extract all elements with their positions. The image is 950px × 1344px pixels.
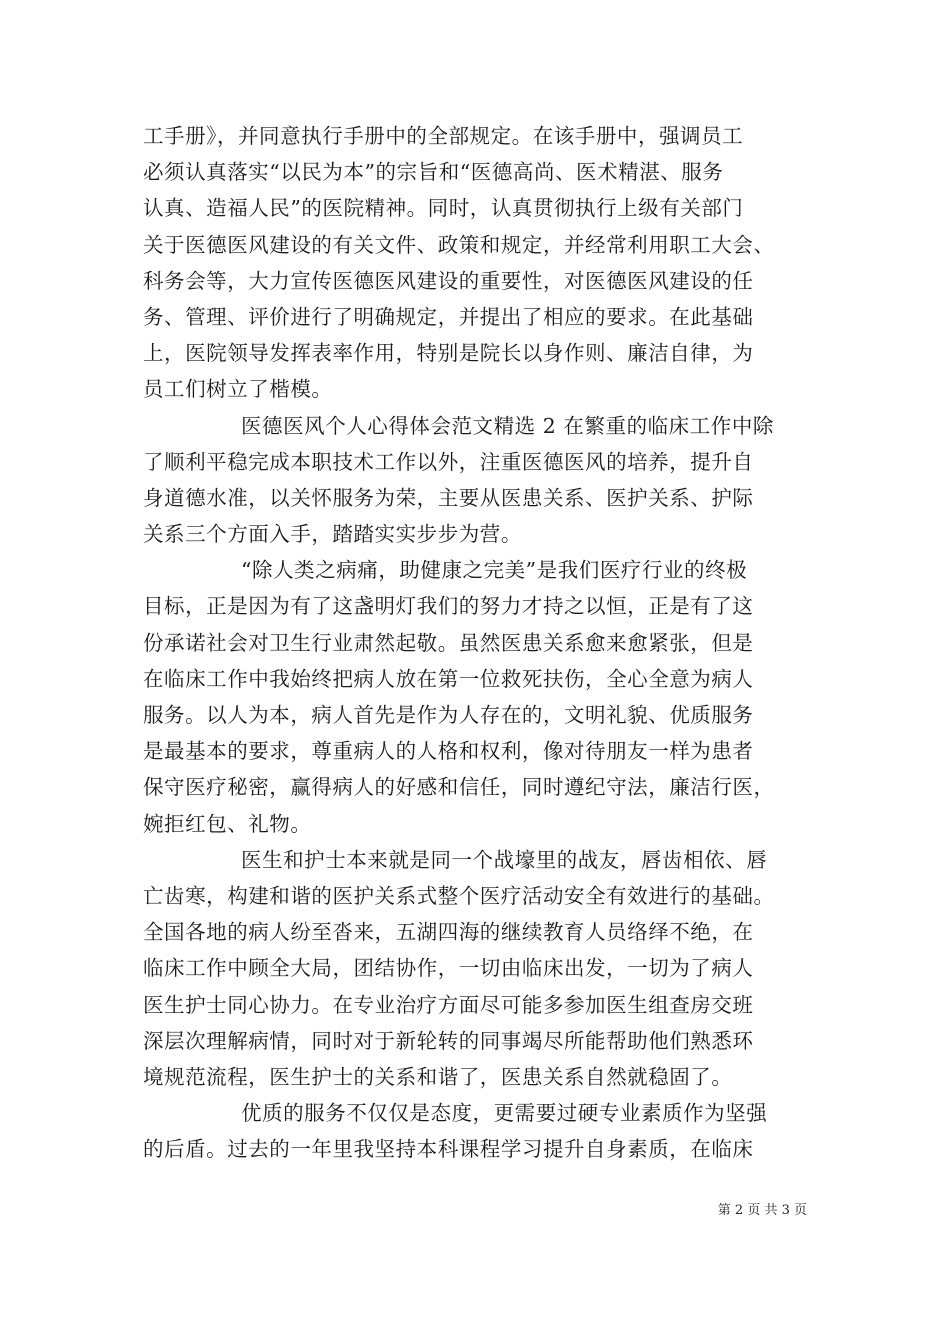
text-line: 医生护士同心协力。在专业治疗方面尽可能多参加医生组查房交班 bbox=[143, 992, 754, 1017]
text-line: “除人类之病痛，助健康之完美”是我们医疗行业的终极 bbox=[241, 558, 748, 583]
text-line: 必须认真落实“以民为本”的宗旨和“医德高尚、医术精湛、服务 bbox=[143, 160, 724, 185]
text-line: 临床工作中顾全大局，团结协作，一切由临床出发，一切为了病人 bbox=[143, 956, 754, 981]
text-line: 关于医德医风建设的有关文件、政策和规定，并经常利用职工大会、 bbox=[143, 232, 775, 257]
text-line: 了顺利平稳完成本职技术工作以外，注重医德医风的培养，提升自 bbox=[143, 449, 754, 474]
text-line: 医生和护士本来就是同一个战壕里的战友，唇齿相依、唇 bbox=[241, 847, 768, 872]
text-line: 关系三个方面入手，踏踏实实步步为营。 bbox=[143, 522, 522, 547]
page-number: 第 2 页 共 3 页 bbox=[717, 1203, 807, 1218]
text-line: 优质的服务不仅仅是态度，更需要过硬专业素质作为坚强 bbox=[241, 1101, 768, 1126]
paragraph bbox=[143, 118, 815, 408]
text-line: 的后盾。过去的一年里我坚持本科课程学习提升自身素质，在临床 bbox=[143, 1137, 754, 1162]
text-line: 深层次理解病情，同时对于新轮转的同事竭尽所能帮助他们熟悉环 bbox=[143, 1028, 754, 1053]
text-line: 上，医院领导发挥表率作用，特别是院长以身作则、廉洁自律，为 bbox=[143, 341, 754, 366]
text-line: 目标，正是因为有了这盏明灯我们的努力才持之以恒，正是有了这 bbox=[143, 594, 754, 619]
text-line: 是最基本的要求，尊重病人的人格和权利，像对待朋友一样为患者 bbox=[143, 739, 754, 764]
paragraph bbox=[143, 552, 815, 842]
text-line: 科务会等，大力宣传医德医风建设的重要性，对医德医风建设的任 bbox=[143, 268, 754, 293]
text-line: 务、管理、评价进行了明确规定，并提出了相应的要求。在此基础 bbox=[143, 304, 754, 329]
paragraph bbox=[143, 1095, 815, 1167]
text-line: 亡齿寒，构建和谐的医护关系式整个医疗活动安全有效进行的基础。 bbox=[143, 883, 775, 908]
text-line: 服务。以人为本，病人首先是作为人存在的，文明礼貌、优质服务 bbox=[143, 703, 754, 727]
text-line: 工手册》，并同意执行手册中的全部规定。在该手册中，强调员工 bbox=[143, 124, 744, 148]
text-line: 员工们树立了楷模。 bbox=[143, 377, 333, 402]
text-line: 身道德水准，以关怀服务为荣，主要从医患关系、医护关系、护际 bbox=[143, 485, 754, 510]
text-line: 份承诺社会对卫生行业肃然起敬。虽然医患关系愈来愈紧张，但是 bbox=[143, 630, 754, 655]
body-text bbox=[143, 118, 815, 1167]
text-line: 认真、造福人民”的医院精神。同时，认真贯彻执行上级有关部门 bbox=[143, 196, 744, 221]
text-line: 全国各地的病人纷至沓来，五湖四海的继续教育人员络绎不绝，在 bbox=[143, 920, 754, 945]
text-line: 境规范流程，医生护士的关系和谐了，医患关系自然就稳固了。 bbox=[143, 1064, 733, 1089]
text-line: 保守医疗秘密，赢得病人的好感和信任，同时遵纪守法，廉洁行医， bbox=[143, 775, 775, 800]
paragraph bbox=[143, 408, 815, 553]
text-line: 在临床工作中我始终把病人放在第一位救死扶伤，全心全意为病人 bbox=[143, 666, 754, 691]
text-line: 婉拒红包、礼物。 bbox=[143, 811, 312, 836]
text-line: 医德医风个人心得体会范文精选 2 在繁重的临床工作中除 bbox=[241, 413, 774, 438]
paragraph bbox=[143, 842, 815, 1095]
